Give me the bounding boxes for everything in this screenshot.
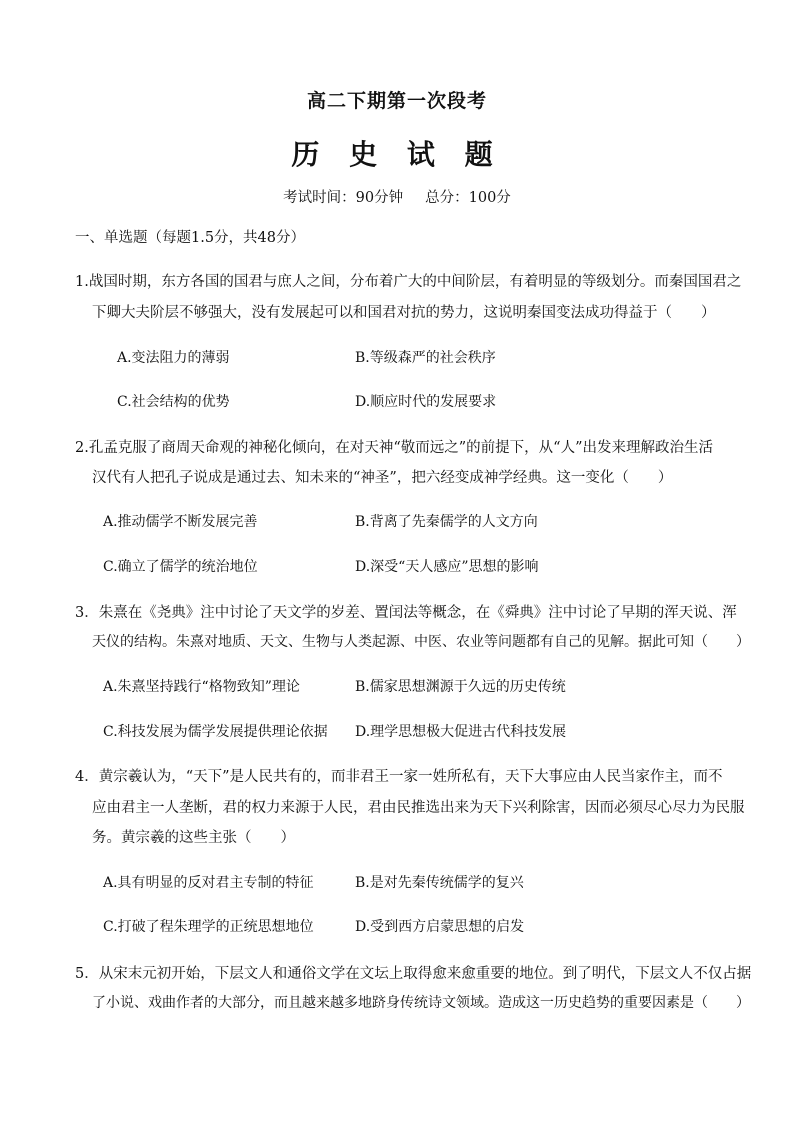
question-2-option-a[interactable]: A.推动儒学不断发展完善 [103,514,258,530]
exam-title: 高二下期第一次段考 [306,90,487,112]
question-4-option-c[interactable]: C.打破了程朱理学的正统思想地位 [103,919,314,935]
question-4-option-a[interactable]: A.具有明显的反对君主专制的特征 [103,875,314,891]
question-3-option-d[interactable]: D.理学思想极大促进古代科技发展 [355,724,567,740]
question-2-option-c[interactable]: C.确立了儒学的统治地位 [103,559,258,575]
section-title: 一、单选题（每题1.5分，共48分） [75,230,306,246]
question-4-stem-line-2: 应由君主一人垄断，君的权力来源于人民，君由民推选出来为天下兴利除害，因而必须尽心尽力为民服 [92,800,745,816]
question-3-option-c[interactable]: C.科技发展为儒学发展提供理论依据 [103,724,328,740]
exam-info [0,186,794,207]
question-3-stem-line-1: 3．朱熹在《尧典》注中讨论了天文学的岁差、置闰法等概念，在《舜典》注中讨论了早期的浑天说、浑 [75,605,737,621]
subject-title: 历 史 试 题 [291,138,503,171]
question-1-stem-line-1: 1.战国时期，东方各国的国君与庶人之间，分布着广大的中间阶层，有着明显的等级划分。而秦国国君之 [75,274,742,290]
question-1-option-a[interactable]: A.变法阻力的薄弱 [117,350,230,366]
question-3-stem-line-2: 天仪的结构。朱熹对地质、天文、生物与人类起源、中医、农业等问题都有自己的见解。据此可知（ ） [92,634,750,650]
question-1-option-b[interactable]: B.等级森严的社会秩序 [355,350,496,366]
question-3-option-b[interactable]: B.儒家思想渊源于久远的历史传统 [355,679,566,695]
question-4-stem-line-1: 4．黄宗羲认为，“天下”是人民共有的，而非君王一家一姓所私有，天下大事应由人民当家作主，而不 [75,769,723,785]
question-1-option-d[interactable]: D.顺应时代的发展要求 [355,394,497,410]
question-4-option-d[interactable]: D.受到西方启蒙思想的启发 [355,919,525,935]
question-2-option-d[interactable]: D.深受“天人感应”思想的影响 [355,559,539,575]
question-1-option-c[interactable]: C.社会结构的优势 [117,394,230,410]
exam-time: 考试时间：90分钟 [283,190,404,206]
question-3-option-a[interactable]: A.朱熹坚持践行“格物致知”理论 [103,679,300,695]
question-5-stem-line-1: 5．从宋末元初开始，下层文人和通俗文学在文坛上取得愈来愈重要的地位。到了明代，下层文人不仅占据 [75,966,752,982]
question-2-stem-line-2: 汉代有人把孔子说成是通过去、知未来的“神圣”，把六经变成神学经典。这一变化（ ） [92,470,673,486]
question-2-stem-line-1: 2.孔孟克服了商周天命观的神秘化倾向，在对天神“敬而远之”的前提下，从“人”出发来理解政治生活 [75,440,713,456]
exam-total-score: 总分：100分 [425,190,511,206]
question-1-stem-line-2: 下卿大夫阶层不够强大，没有发展起可以和国君对抗的势力，这说明秦国变法成功得益于（ ） [92,305,716,321]
question-4-option-b[interactable]: B.是对先秦传统儒学的复兴 [355,875,524,891]
question-5-stem-line-2: 了小说、戏曲作者的大部分，而且越来越多地跻身传统诗文领域。造成这一历史趋势的重要因素是（ ） [92,995,750,1011]
question-2-option-b[interactable]: B.背离了先秦儒学的人文方向 [355,514,538,530]
question-4-stem-line-3: 务。黄宗羲的这些主张（ ） [92,830,295,846]
